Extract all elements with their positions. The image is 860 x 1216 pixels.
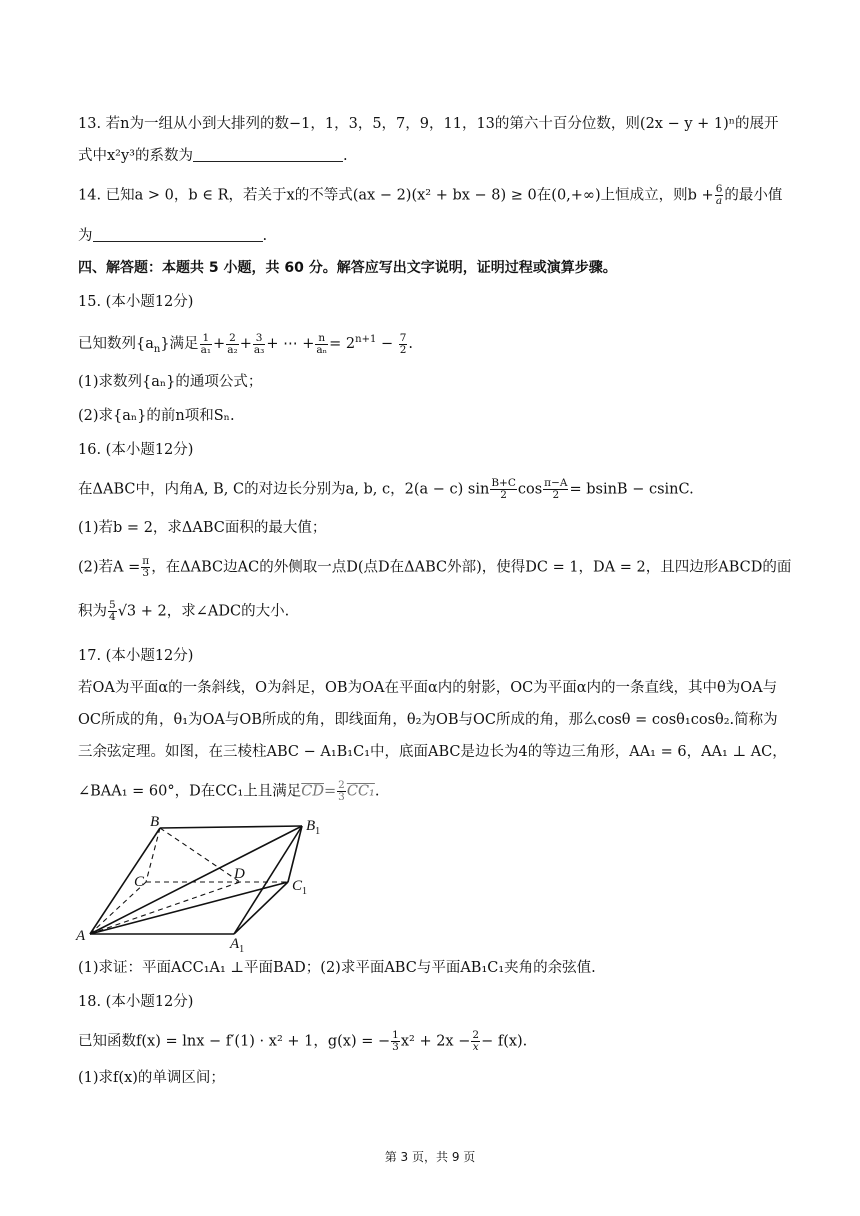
- edge-B1-C1: [288, 826, 302, 882]
- label-C: C: [134, 874, 145, 890]
- q17-line4: ∠BAA₁ = 60°，D在CC₁上且满足$\overline{CD}=$ $\frac{2}{3}$ CC₁.: [78, 779, 380, 803]
- prism-figure: [74, 810, 334, 952]
- frac-6-over-a: $\frac{6}{a}$: [715, 183, 723, 207]
- label-B1: $B_1$: [306, 818, 321, 837]
- q15-head: 15. (本小题12分): [78, 294, 194, 310]
- edge-B-D: [160, 828, 240, 882]
- q16-part1: (1)若b = 2，求ΔABC面积的最大值；: [78, 520, 327, 536]
- q15-stem: 已知数列$\{a_n\}$满足 $\frac{1}{\text{a₁}}$ + $\frac{2}{\text{a₂}}$ + $\frac{3}{\text{a₃}}$ + ⋯ + $\frac{n}{\text{aₙ}}$ = $2^{n+1}$ − $\frac{7}{2}$ .: [78, 331, 414, 356]
- label-B: B: [150, 814, 160, 830]
- answer-blank-14[interactable]: [93, 227, 263, 242]
- q16-part2: (2)若A = $\frac{\pi}{3}$ ，在ΔABC边AC的外侧取一点D(点D在ΔABC外部)，使得DC = 1，DA = 2，且四边形ABCD的面: [78, 555, 792, 579]
- label-A1: $A_1$: [230, 936, 245, 952]
- q15-part1: (1)求数列{aₙ}的通项公式；: [78, 374, 263, 390]
- label-D: D: [234, 866, 245, 882]
- edge-A-B1: [90, 826, 302, 934]
- q17-line3: 三余弦定理。如图，在三棱柱ABC − A₁B₁C₁中，底面ABC是边长为4的等边三角形，AA₁ = 6，AA₁ ⊥ AC，: [78, 744, 787, 760]
- page-footer: 第 3 页，共 9 页: [384, 1150, 476, 1164]
- section-heading: 四、解答题：本题共 5 小题，共 60 分。解答应写出文字说明，证明过程或演算步骤。: [78, 260, 617, 276]
- q16-stem: 在ΔABC中，内角A, B, C的对边长分别为a, b, c，2(a − c) sin $\frac{B+C}{2}$ cos $\frac{\pi-A}{2}$ = bsinB − csinC.: [78, 477, 694, 501]
- q18-head: 18. (本小题12分): [78, 994, 194, 1010]
- q13-line2: 式中x²y³的系数为 .: [78, 148, 348, 164]
- edge-A-D: [90, 882, 240, 934]
- edge-B-B1: [160, 826, 302, 828]
- q15-part2: (2)求{aₙ}的前n项和Sₙ.: [78, 408, 235, 424]
- q13-line1: 13. 若n为一组从小到大排列的数−1，1，3，5，7，9，11，13的第六十百分位数，则(2x − y + 1)ⁿ的展开: [78, 116, 779, 132]
- q18-stem: 已知函数f(x) = lnx − f′(1) · x² + 1，g(x) = − $\frac{1}{3}$ x² + 2x − $\frac{2}{x}$ − f(x).: [78, 1029, 528, 1053]
- label-A: A: [76, 928, 86, 944]
- answer-blank-13[interactable]: [193, 147, 343, 162]
- q17-head: 17. (本小题12分): [78, 648, 194, 664]
- q16-head: 16. (本小题12分): [78, 442, 194, 458]
- q17-parts: (1)求证：平面ACC₁A₁ ⊥平面BAD；(2)求平面ABC与平面AB₁C₁夹角的余弦值.: [78, 960, 596, 976]
- q14-line1: 14. 已知a > 0，b ∈ R，若关于x的不等式(ax − 2)(x² + bx − 8) ≥ 0在(0,+∞)上恒成立，则b + $\frac{6}{a}$ 的最小值: [78, 183, 783, 207]
- q17-line1: 若OA为平面α的一条斜线，O为斜足，OB为OA在平面α内的射影，OC为平面α内的一条直线，其中θ为OA与: [78, 680, 778, 696]
- label-C1: $C_1$: [292, 878, 308, 897]
- q18-part1: (1)求f(x)的单调区间；: [78, 1070, 225, 1086]
- q17-line2: OC所成的角，θ₁为OA与OB所成的角，即线面角，θ₂为OB与OC所成的角，那么cosθ = cosθ₁cosθ₂.简称为: [78, 712, 778, 728]
- q14-line2: 为 .: [78, 228, 268, 244]
- edge-B-C: [146, 828, 160, 882]
- q16-part2-cont: 积为 $\frac{5}{4}$ √3 + 2，求∠ADC的大小.: [78, 599, 290, 623]
